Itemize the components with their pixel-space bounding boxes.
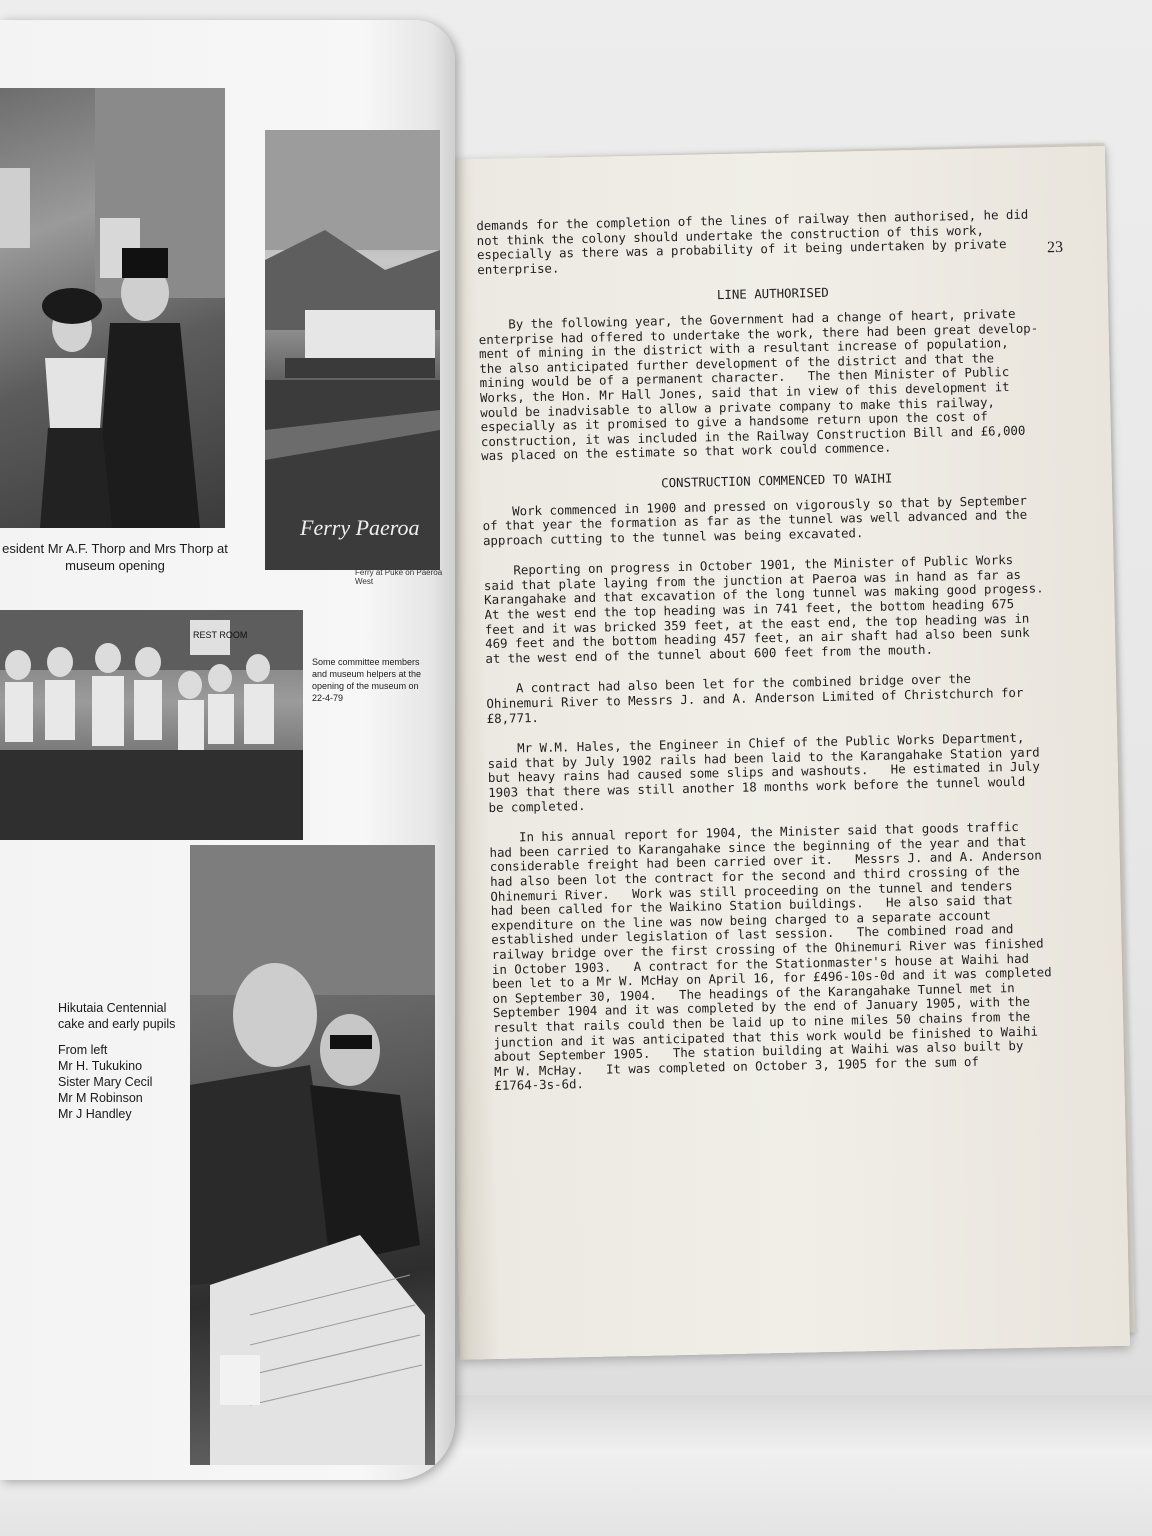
typed-text-body — [476, 207, 1085, 1110]
caption-name-1: Mr H. Tukukino — [58, 1059, 143, 1073]
heading-construction-commenced: CONSTRUCTION COMMENCED TO WAIHI — [661, 470, 893, 491]
paragraph-annual-report-1904: In his annual report for 1904, the Minister said that goods traffic had been carried to Karangahake since the beginning of the year and that considerable freight had been carried over it. Messrs J. and A. Anderson had also been lot the contract for the second and third crossing of the Ohinemuri River. Work was still proceeding on the tunnel and tenders had been called for the Waikino Station buildings. He also said that expenditure on the line was now being charged to a separate account established under legislation of last session. The combined road and railway bridge over the first crossing of the Ohinemuri River was finished in October 1903. A contract for the Stationmaster's house at Waihi had been let to a Mr W. McHay on April 16, for £496-10s-0d and it was completed on September 30, 1904. The headings of the Karangahake Tunnel met in September 1904 and it was completed by the end of January 1905, with the result that rails could then be laid up to nine miles 50 chains from the junction and it was anticipated that this work would be finished to Waihi about September 1905. The station building at Waihi was also built by Mr W. McHay. It was completed on October 3, 1905 for the sum of £1764-3s-6d. — [489, 819, 1052, 1094]
paragraph-hales-report: Mr W.M. Hales, the Engineer in Chief of the Public Works Department, said that by July 1902 rails had been laid to the Karangahake Station yard but heavy rains had caused some slips and washouts. He estimated in July 1903 that there was still another 18 months work before the tunnel would be completed. — [487, 730, 1041, 815]
photo-hikutaia-cake — [190, 845, 435, 1465]
left-page — [0, 20, 455, 1480]
hikutaia-figures — [190, 845, 435, 1465]
caption-hikutaia — [58, 1000, 183, 1122]
caption-name-3: Mr M Robinson — [58, 1091, 143, 1105]
thorp-couple-figures — [0, 88, 225, 528]
caption-thorp: esident Mr A.F. Thorp and Mrs Thorp at museum opening — [2, 541, 228, 573]
rest-room-sign: REST ROOM — [193, 630, 248, 640]
right-page — [435, 146, 1130, 1360]
paragraph-work-commenced: Work commenced in 1900 and pressed on vigorously so that by September of that year the formation as far as the tunnel was well advanced and the approach cutting to the tunnel was being excavated. — [482, 492, 1028, 548]
caption-committee: Some committee members and museum helpers at the opening of the museum on 22-4-79 — [312, 657, 422, 703]
ferry-sign-text: Ferry Paeroa — [300, 515, 420, 540]
photo-committee-members — [0, 610, 303, 840]
paragraph-intro: demands for the completion of the lines of railway then authorised, he did not think the colony should undertake the construction of this work, especially as there was a probability of it being undertaken by private enterprise. — [476, 206, 1029, 277]
caption-name-4: Mr J Handley — [58, 1107, 132, 1121]
page-number: 23 — [1046, 238, 1064, 257]
paragraph-progress-1901: Reporting on progress in October 1901, the Minister of Public Works said that plate laying from the junction at Paeroa was in hand as far as Karangahake and that excavation of the long tunnel was making good progess. At the west end the top heading was in 741 feet, the bottom heading 675 feet and it was bricked 359 feet, at the east end, the top heading was in 469 feet and the bottom heading 457 feet, an air shaft had also been sunk at the west end of the tunnel about 600 feet from the mouth. — [483, 552, 1044, 666]
ferry-scene — [265, 130, 440, 570]
caption-from-left: From left — [58, 1043, 108, 1057]
paragraph-line-authorised: By the following year, the Government had a change of heart, private enterprise had offered to undertake the work, there had been great develop- ment of mining in the district with a resultant increase of population, the also anticipated further development of the district and that the mining would be of a permanent character. The then Minister of Public Works, the Hon. Mr Hall Jones, said that in view of this development it would be inadvisable to allow a private company to make this railway, especially as it promised to give a handsome return upon the cost of construction, it was included in the Railway Construction Bill and £6,000 was placed on the estimate so that work could commence. — [478, 305, 1039, 464]
paragraph-bridge-contract: A contract had also been let for the combined bridge over the Ohinemuri River to Messrs J. and A. Anderson Limited of Christchurch for £8,771. — [485, 671, 1024, 726]
caption-ferry: Ferry at Puke on Paeroa West — [355, 568, 443, 586]
photo-thorp-couple — [0, 88, 225, 528]
heading-line-authorised: LINE AUTHORISED — [716, 285, 829, 303]
committee-figures — [0, 610, 303, 840]
caption-name-2: Sister Mary Cecil — [58, 1075, 153, 1089]
caption-hikutaia-title: Hikutaia Centennial cake and early pupils — [58, 1001, 176, 1031]
photo-ferry-paeroa — [265, 130, 440, 570]
